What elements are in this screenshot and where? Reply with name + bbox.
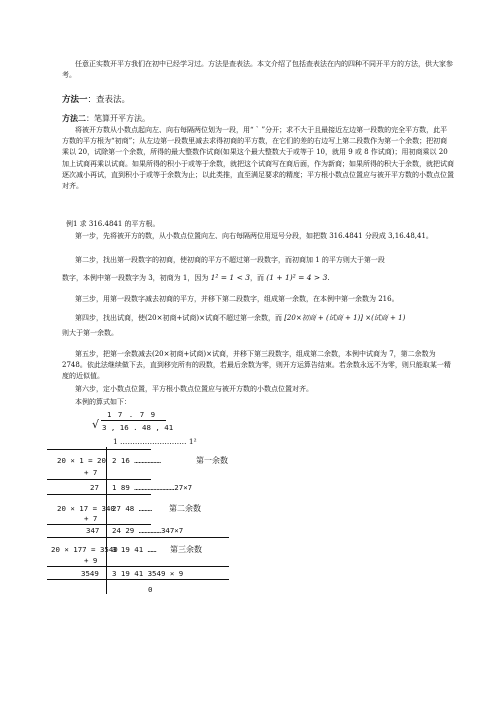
radical-sign-icon: √	[92, 418, 100, 431]
step4-text: 第四步，找出试商，使(20×初商+试商)×试商不超过第一余数，而	[75, 314, 282, 322]
block3-remainder-tag: 第三余数	[170, 545, 202, 554]
example-heading: 例1 求 316.4841 的平方根。	[66, 220, 160, 228]
method2-label: 方法二	[62, 113, 86, 123]
quotient-digits: 1 7 . 7 9	[107, 410, 157, 419]
final-remainder: 0	[148, 585, 153, 594]
block3-bottom-rule	[47, 579, 229, 580]
block3-divisor-product: 20 × 177 = 3540	[51, 545, 118, 554]
diagram-vertical-rule	[106, 447, 107, 594]
block2-trial-divisor: 347	[86, 526, 100, 535]
method1-heading	[62, 93, 130, 105]
method1-text: ：查表法。	[87, 95, 131, 105]
step4-equation: [20×初商 + (试商 + 1)] ×(试商 + 1)	[284, 314, 406, 322]
block2-top-rule	[47, 494, 151, 495]
block2-remainder-tag: 第二余数	[169, 504, 201, 513]
step2-line: 数字，本例中第一段数字为 3，初商为 1，因为 1² = 1 < 3，而 (1 + 1)² = 4 > 3.	[62, 273, 330, 282]
block1-product: 1 89 ………………………27×7	[112, 483, 193, 492]
method1-label: 方法一	[62, 95, 88, 105]
block1-trial-divisor: 27	[90, 483, 99, 492]
step2-text: 数字，本例中第一段数字为 3，初商为 1，因为	[62, 274, 209, 282]
step1-paragraph: 第一步，先将被开方的数，从小数点位置向左、向右每隔两位用逗号分段，如把数 316.4841 分段成 3,16.48,41。	[75, 232, 433, 240]
block2-add-digit: + 7	[84, 514, 98, 523]
block1-remainder-tag: 第一余数	[196, 456, 228, 465]
step4-line	[62, 313, 454, 324]
block2-mid-rule	[47, 524, 151, 525]
first-subtraction-row: 1 ……………………… 1²	[113, 437, 197, 446]
step2-mid-text: ，而	[250, 274, 265, 282]
block2-remainder: 27 48 ………	[112, 504, 153, 513]
block1-add-digit: + 7	[84, 468, 98, 477]
block1-remainder: 2 16 ………………	[112, 456, 161, 465]
step2-equation-1: 1² = 1 < 3	[210, 273, 251, 282]
method2-description: 将被开方数从小数点起向左、向右每隔两位划为一段，用“ ` ”分开；求不大于且最接近左边第一段数的完全平方数，此平方数的平方根为“初商”；从左边第一段数里减去求得初商的平方数，在它们的差的右边写上第二段数作为第一个余数；把初商乘以 20，试除第一个余数，所得的最大整数作试商(如果这个最大整数大于或等于 10，就用 9 或 8 作试商)；用初商乘以 20 加上试商再乘以试商。如果所得的积小于或等于余数，就把这个试商写在商后面，作为新商；如果所得的积大于余数，就把试商逐次减小再试，直到积小于或等于余数为止；以此类推，直至满足要求的精度；平方根小数点位置应与被开平方数的小数点位置对齐。	[62, 126, 454, 191]
block3-trial-divisor: 3549	[81, 569, 99, 578]
block3-remainder: 3 19 41 ……	[112, 545, 157, 554]
block1-divisor-product: 20 × 1 = 20	[57, 456, 106, 465]
radicand: 3 , 16 . 48 , 41	[102, 423, 174, 432]
method2-text: ：笔算开平方法。	[86, 114, 150, 123]
block1-top-rule	[47, 449, 151, 450]
step4-continuation: 则大于第一余数。	[62, 329, 118, 337]
block3-add-digit: + 9	[84, 556, 98, 565]
diagram-label: 本例的算式如下：	[75, 398, 131, 406]
radical-overline	[101, 420, 166, 421]
method2-heading	[62, 113, 150, 124]
step6-paragraph: 第六步，定小数点位置，平方根小数点位置应与被开方数的小数点位置对齐。	[75, 385, 313, 393]
step2-equation-2: (1 + 1)² = 4 > 3	[266, 273, 328, 282]
block3-top-rule	[47, 537, 229, 538]
step3-paragraph: 第三步，用第一段数字减去初商的平方，并移下第二段数字，组成第一余数，在本例中第一余数为 216。	[75, 295, 399, 303]
intro-paragraph: 任意正实数开平方我们在初中已经学习过。方法是查表法。本文介绍了包括查表法在内的四种不同开平方的方法，供大家参考。	[62, 60, 453, 80]
block3-product: 3 19 41 3549 × 9	[112, 569, 184, 578]
block3-mid-rule	[47, 566, 229, 567]
step5-paragraph: 第五步，把第一余数减去(20×初商+试商)×试商，并移下第三段数字，组成第二余数，本例中试商为 7，第二余数为 2748。依此法继续做下去，直到移完所有的段数，若最后余数为零，则开方运算告结束。若余数永远不为零，则只能取某一精度的近似值。	[62, 350, 451, 381]
block1-mid-rule	[47, 479, 151, 480]
block2-product: 24 29 ……………347×7	[112, 526, 184, 535]
block2-divisor-product: 20 × 17 = 340	[57, 504, 115, 513]
step2-paragraph: 第二步，找出第一段数字的初商，使初商的平方不超过第一段数字，而初商加 1 的平方则大于第一段	[75, 256, 385, 264]
